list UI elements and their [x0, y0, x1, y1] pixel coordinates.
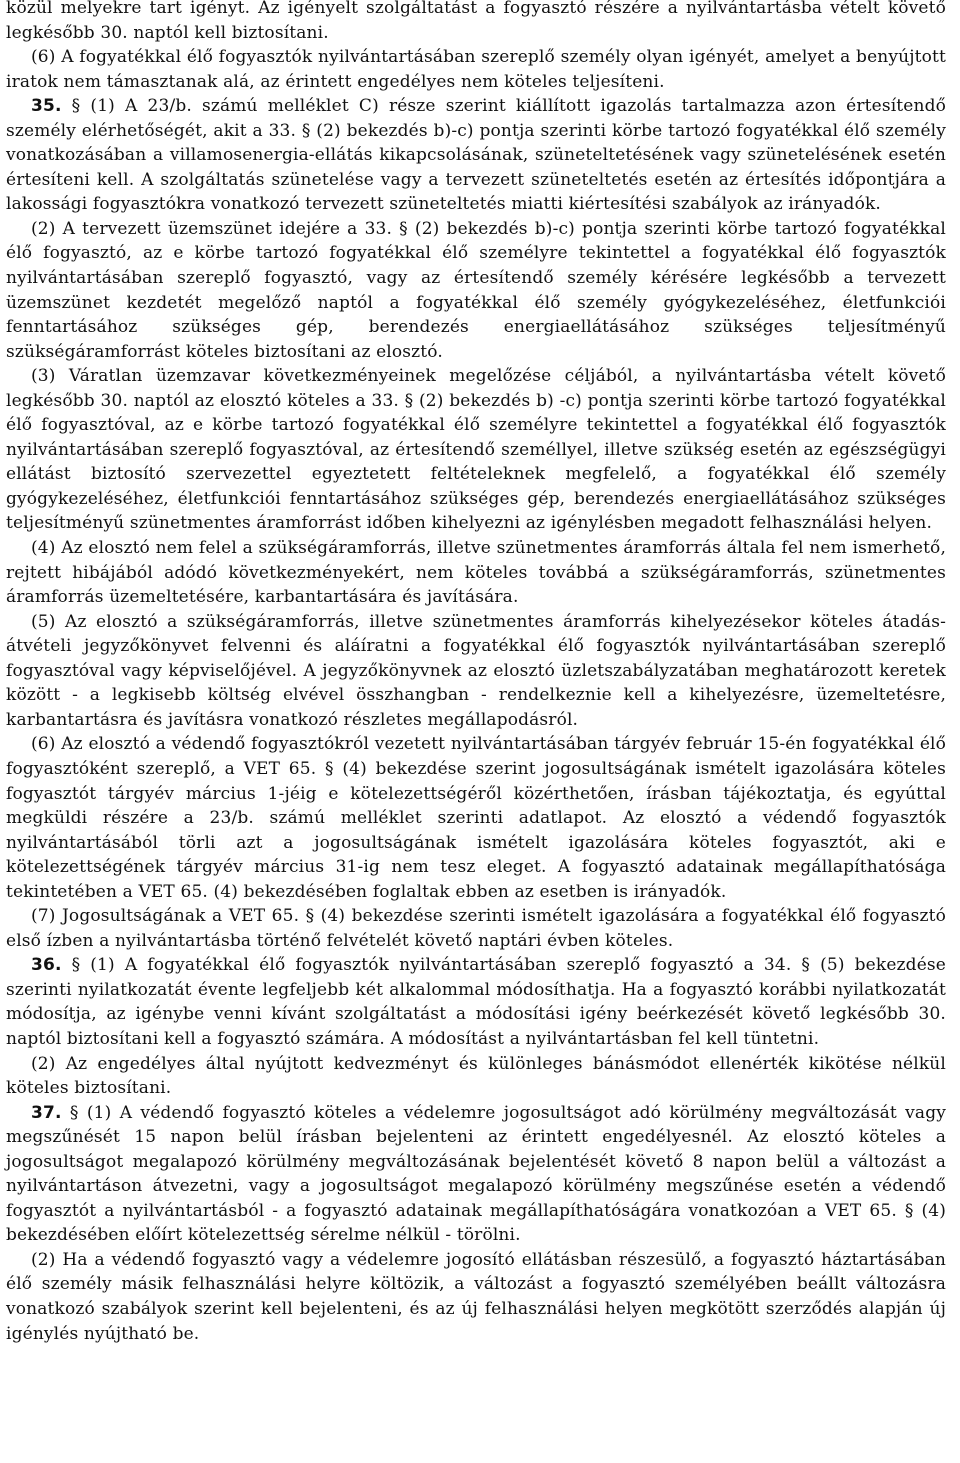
paragraph-text: § (1) A védendő fogyasztó köteles a védelemre jogosultságot adó körülmény megváltozását vagy megszűnését 15 napon belül írásban bejelenteni az érintett engedélyesnél. Az elosztó köteles a jogosultságot megalapozó körülmény megváltozásának bejelentését követő 8 napon belül a változást a nyilvántartáson átvezetni, vagy a jogosultságot megalapozó körülmény megszűnése esetén a védendő fogyasztót a nyilvántartásból - a fogyasztó adatainak megállapíthatóságára vonatkozóan a VET 65. § (4) bekezdésében előírt kötelezettség sérelme nélkül - törölni. — [6, 1102, 946, 1246]
paragraph-35-3 — [6, 364, 946, 536]
paragraph-36-2 — [6, 1052, 946, 1101]
paragraph-35-7 — [6, 904, 946, 953]
document-page — [6, 0, 946, 1346]
paragraph-text: (5) Az elosztó a szükségáramforrás, illetve szünetmentes áramforrás kihelyezésekor köteles átadás-átvételi jegyzőkönyvet felvenni és aláíratni a fogyatékkal élő fogyasztók nyilvántartásában szereplő fogyasztóval vagy képviselőjével. A jegyzőkönyvnek az elosztó üzletszabályzatában meghatározott keretek között - a legkisebb költség elvével összhangban - rendelkeznie kell a kihelyezésre, üzemeltetésre, karbantartásra és javításra vonatkozó részletes megállapodásról. — [6, 611, 946, 730]
paragraph-text: (6) A fogyatékkal élő fogyasztók nyilvántartásában szereplő személy olyan igényét, amelyet a benyújtott iratok nem támasztanak alá, az érintett engedélyes nem köteles teljesíteni. — [6, 47, 946, 92]
section-number: 36. — [31, 955, 62, 976]
paragraph-35-2 — [6, 217, 946, 364]
paragraph-37-2 — [6, 1248, 946, 1346]
paragraph-36-1 — [6, 953, 946, 1051]
paragraph-text: (7) Jogosultságának a VET 65. § (4) bekezdése szerinti ismételt igazolására a fogyatékkal élő fogyasztó első ízben a nyilvántartásba történő felvételét követő naptári évben köteles. — [6, 906, 946, 951]
paragraph-37-1 — [6, 1101, 946, 1248]
paragraph-text: (6) Az elosztó a védendő fogyasztókról vezetett nyilvántartásában tárgyév február 15-én fogyatékkal élő fogyasztóként szereplő, a VET 65. § (4) bekezdése szerint jogosultságának ismételt igazolására köteles fogyasztót tárgyév március 1-jéig e kötelezettségéről közérthetően, írásban tájékoztatja, és egyúttal megküldi részére a 23/b. számú melléklet szerinti adatlapot. Az elosztó a védendő fogyasztók nyilvántartásából törli azt a jogosultságának ismételt igazolására köteles fogyasztót, aki e kötelezettségének tárgyév március 31-ig nem tesz eleget. A fogyasztó adatainak megállapíthatósága tekintetében a VET 65. (4) bekezdésében foglaltak ebben az esetben is irányadók. — [6, 734, 946, 902]
paragraph-text: § (1) A fogyatékkal élő fogyasztók nyilvántartásában szereplő fogyasztó a 34. § (5) bekezdése szerinti nyilatkozatát évente legfeljebb két alkalommal módosíthatja. Ha a fogyasztó korábbi nyilatkozatát módosítja, az igénybe venni kívánt szolgáltatást a módosítási igény beérkezését követő legkésőbb 30. naptól biztosítani kell a fogyasztó számára. A módosítást a nyilvántartásban fel kell tüntetni. — [6, 955, 946, 1049]
paragraph-35-6 — [6, 732, 946, 904]
paragraph-text: (2) Az engedélyes által nyújtott kedvezményt és különleges bánásmódot ellenérték kikötése nélkül köteles biztosítani. — [6, 1053, 946, 1099]
section-number: 37. — [31, 1102, 62, 1123]
paragraph-text: (2) A tervezett üzemszünet idejére a 33. § (2) bekezdés b)-c) pontja szerinti körbe tartozó fogyatékkal élő fogyasztó, az e körbe tartozó fogyatékkal élő személyre tekintettel a fogyatékkal élő fogyasztók nyilvántartásában szereplő fogyasztó, vagy az értesítendő személy kérésére legkésőbb a tervezett üzemszünet kezdetét megelőző naptól a fogyatékkal élő személy gyógykezeléséhez, életfunkciói fenntartásához szükséges gép, berendezés energiaellátásához szükséges teljesítményű szükségáramforrást köteles biztosítani az elosztó. — [6, 218, 946, 362]
paragraph-35-1 — [6, 94, 946, 217]
paragraph-text: § (1) A 23/b. számú melléklet C) része szerint kiállított igazolás tartalmazza azon értesítendő személy elérhetőségét, akit a 33. § (2) bekezdés b)-c) pontja szerinti körbe tartozó fogyatékkal élő személy vonatkozásában a villamosenergia-ellátás kikapcsolásának, szüneteltetésének vagy szünetelésének esetén értesíteni kell. A szolgáltatás szünetelése vagy a tervezett szüneteltetés esetén az értesítés időpontjára a lakossági fogyasztókra vonatkozó tervezett szüneteltetés miatti kiértesítési szabályok az irányadók. — [6, 96, 946, 215]
paragraph-35-5 — [6, 610, 946, 733]
section-number: 35. — [31, 96, 62, 117]
paragraph-text: (2) Ha a védendő fogyasztó vagy a védelemre jogosító ellátásban részesülő, a fogyasztó háztartásában élő személy másik felhasználási helyre költözik, a változást a fogyasztó személyében beállt változásra vonatkozó szabályok szerint kell bejelenteni, és az új felhasználási helyen megkötött szerződés alapján új igénylés nyújtható be. — [6, 1249, 946, 1344]
paragraph-text: (4) Az elosztó nem felel a szükségáramforrás, illetve szünetmentes áramforrás általa fel nem ismerhető, rejtett hibájából adódó következményekért, nem köteles továbbá a szükségáramforrás, szünetmentes áramforrás üzemeltetésére, karbantartására és javítására. — [6, 538, 946, 608]
paragraph-continuation — [6, 0, 946, 45]
paragraph-text: (3) Váratlan üzemzavar következményeinek megelőzése céljából, a nyilvántartásba vételt követő legkésőbb 30. naptól az elosztó köteles a 33. § (2) bekezdés b) -c) pontja szerinti körbe tartozó fogyatékkal élő fogyasztóval, az e körbe tartozó fogyatékkal élő személyre tekintettel a fogyatékkal élő fogyasztók nyilvántartásában szereplő fogyasztóval, az értesítendő személlyel, illetve szükség esetén az egészségügyi ellátást biztosító szervezettel egyeztetett feltételeknek megfelelő, a fogyatékkal élő személy gyógykezeléséhez, életfunkciói fenntartásához szükséges gép, berendezés energiaellátásához szükséges teljesítményű szünetmentes áramforrást időben kihelyezni az igénylésben megadott felhasználási helyen. — [6, 366, 946, 534]
paragraph-34-6 — [6, 45, 946, 94]
paragraph-35-4 — [6, 536, 946, 610]
paragraph-text: közül melyekre tart igényt. Az igényelt szolgáltatást a fogyasztó részére a nyilvántartásba vételt követő legkésőbb 30. naptól kell biztosítani. — [6, 0, 946, 43]
